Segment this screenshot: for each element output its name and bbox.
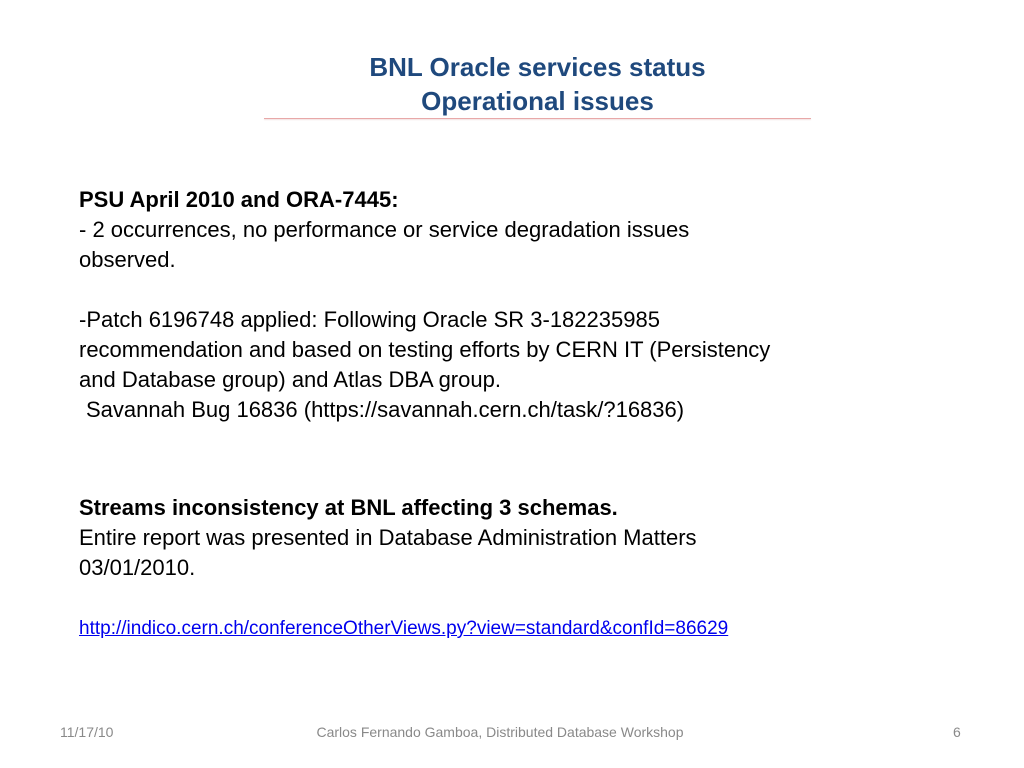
footer-center: Carlos Fernando Gamboa, Distributed Database Workshop xyxy=(316,724,684,740)
title-line-2: Operational issues xyxy=(421,86,654,116)
section-streams-line-1: Entire report was presented in Database Administration Matters xyxy=(79,525,697,550)
section-psu-line-6: Savannah Bug 16836 (https://savannah.cern.ch/task/?16836) xyxy=(86,397,685,422)
section-psu-heading: PSU April 2010 and ORA-7445: xyxy=(79,187,399,212)
slide-title xyxy=(264,50,811,118)
title-line-1: BNL Oracle services status xyxy=(369,52,706,82)
footer-date: 11/17/10 xyxy=(60,724,114,740)
section-streams-heading: Streams inconsistency at BNL affecting 3 schemas. xyxy=(79,495,618,520)
spacer xyxy=(79,275,909,305)
footer-page-number: 6 xyxy=(953,724,961,740)
indico-link[interactable]: http://indico.cern.ch/conferenceOtherViews.py?view=standard&confId=86629 xyxy=(79,618,729,639)
section-psu-line-3: -Patch 6196748 applied: Following Oracle SR 3-182235985 xyxy=(79,307,660,332)
section-psu-line-2: observed. xyxy=(79,247,176,272)
section-psu xyxy=(79,185,909,425)
section-streams xyxy=(79,493,909,583)
section-psu-line-1: - 2 occurrences, no performance or service degradation issues xyxy=(79,217,690,242)
section-psu-line-4: recommendation and based on testing efforts by CERN IT (Persistency xyxy=(79,337,771,362)
title-divider xyxy=(264,118,811,119)
link-container xyxy=(79,612,909,642)
section-psu-line-5: and Database group) and Atlas DBA group. xyxy=(79,367,501,392)
section-streams-line-2: 03/01/2010. xyxy=(79,555,196,580)
